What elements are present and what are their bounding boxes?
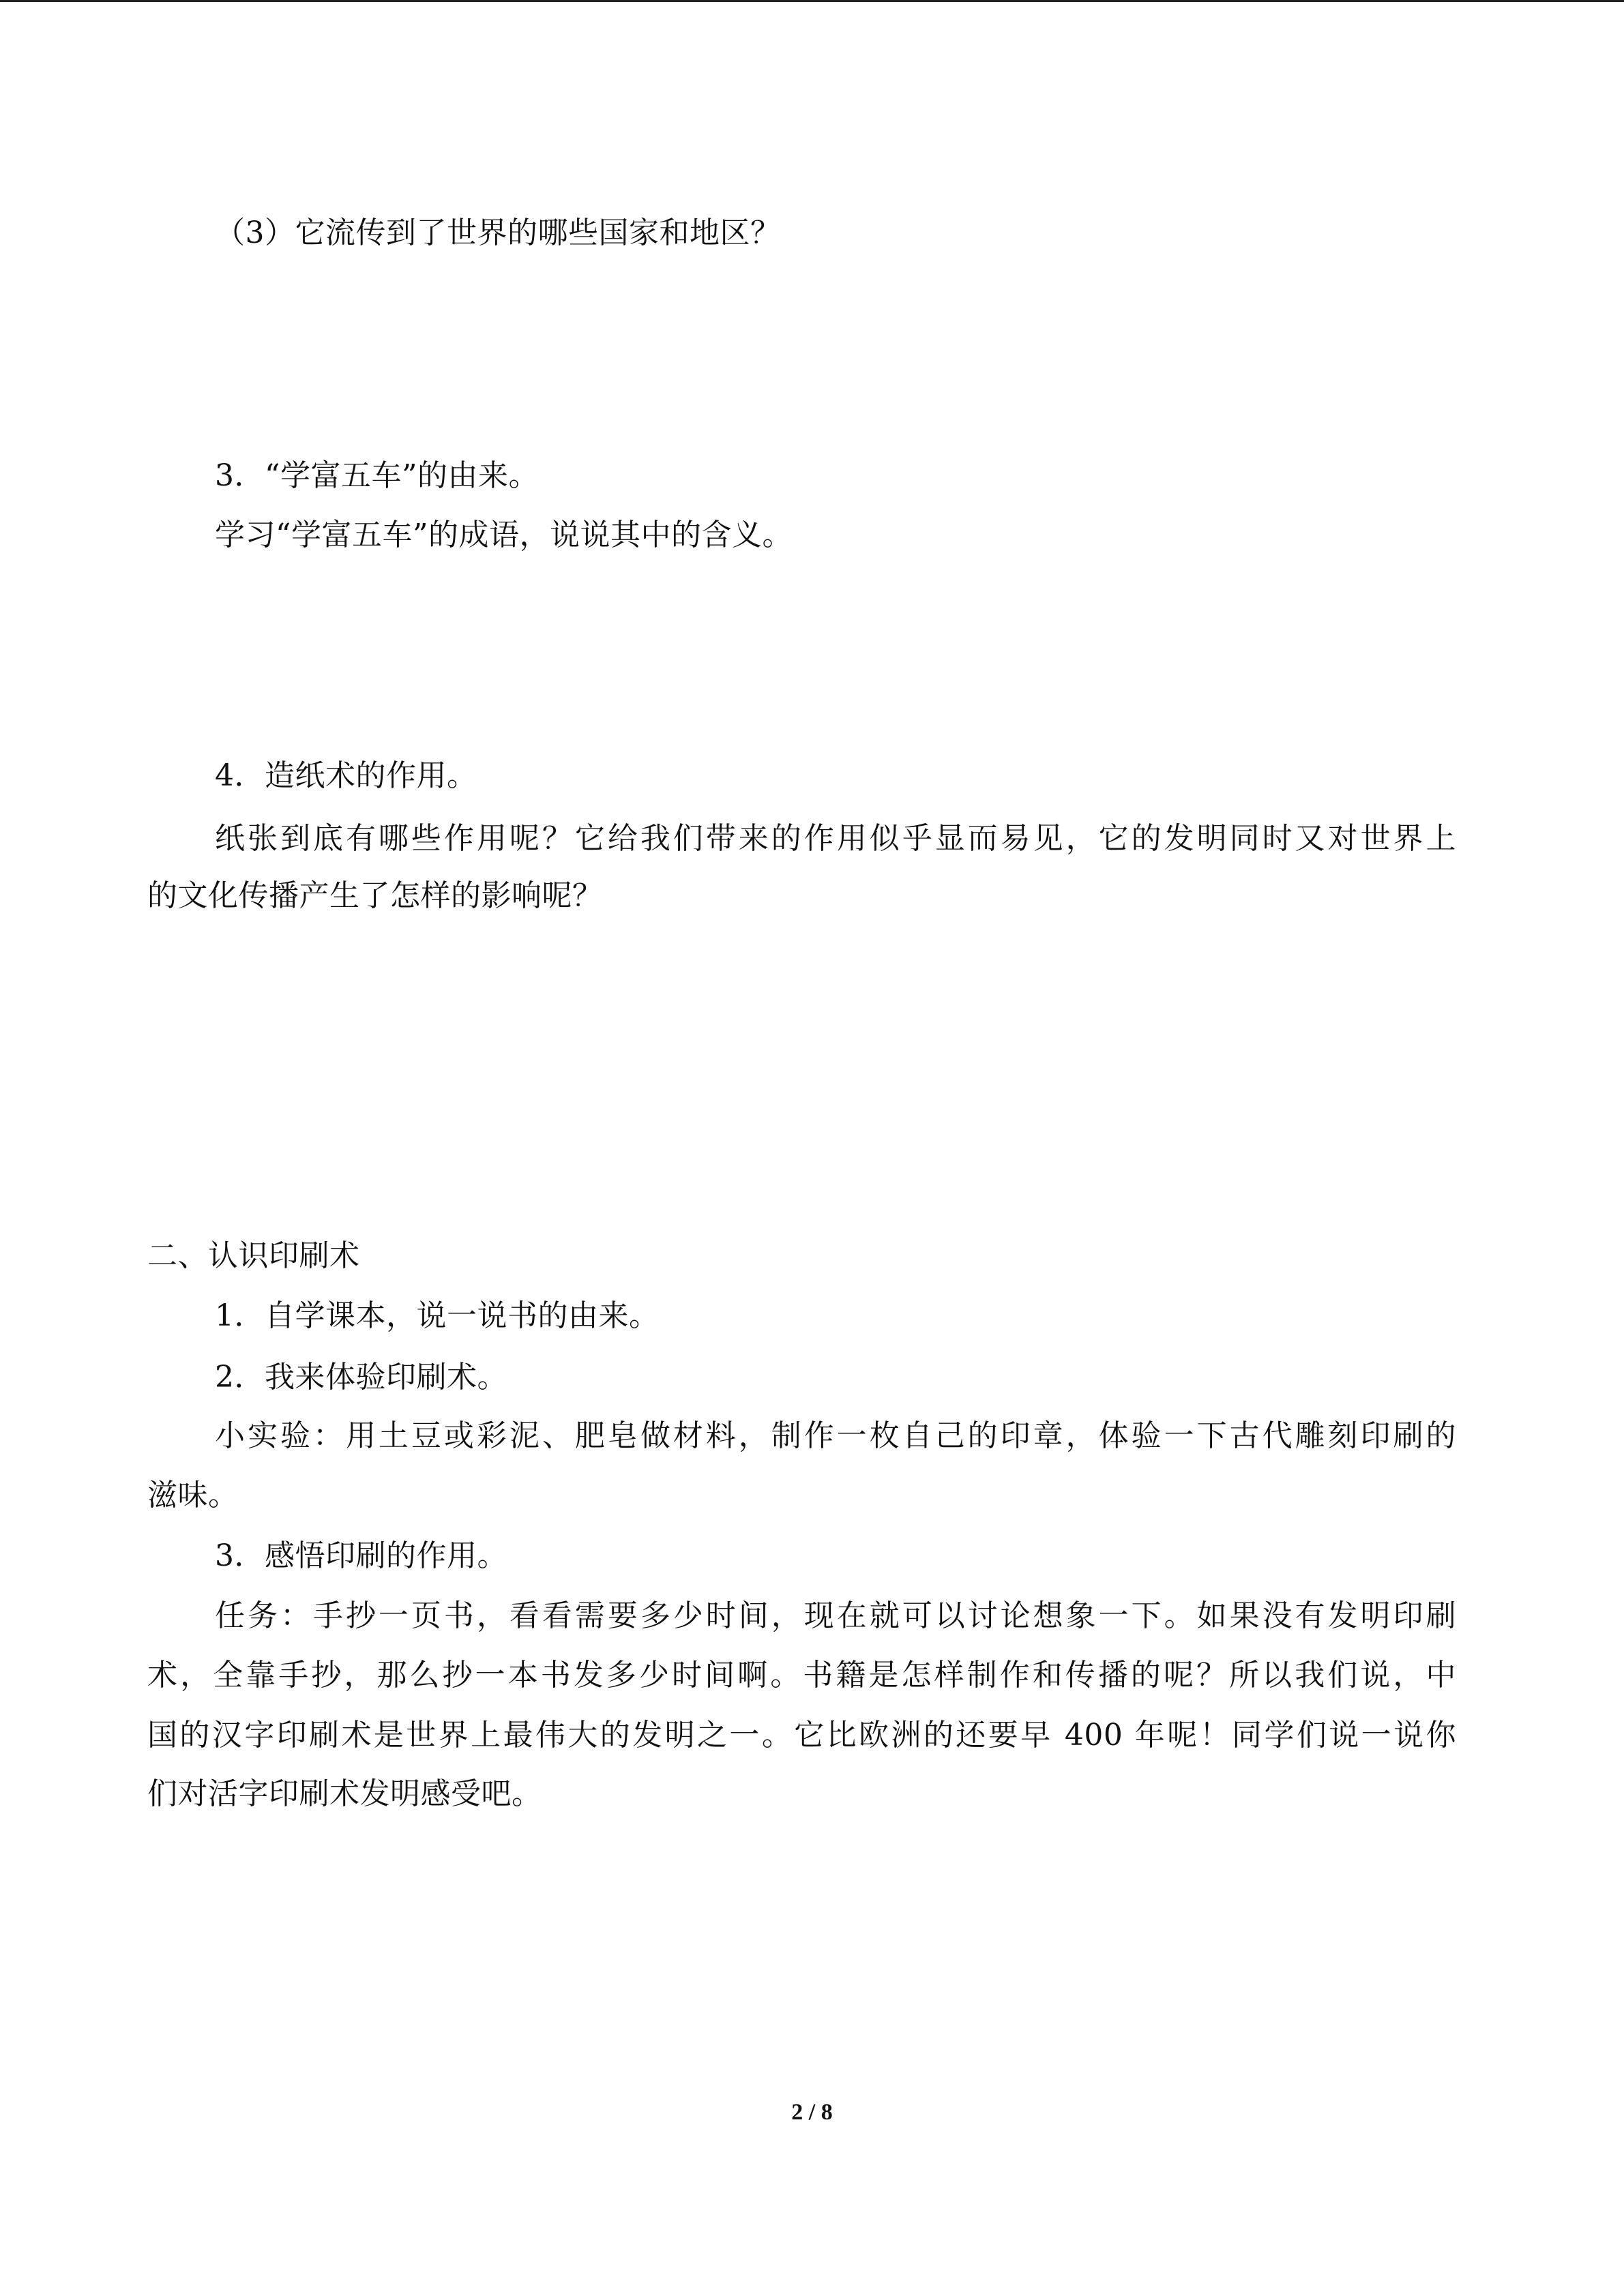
task-paragraph-line-3: 国的汉字印刷术是世界上最伟大的发明之一。它比欧洲的还要早 400 年呢！同学们说一说你 — [147, 1718, 1456, 1753]
item-4-paragraph-line-1: 纸张到底有哪些作用呢？它给我们带来的作用似乎显而易见，它的发明同时又对世界上 — [215, 821, 1456, 856]
task-paragraph-line-4: 们对活字印刷术发明感受吧。 — [147, 1776, 542, 1811]
section-2-item-1: 1．自学课本，说一说书的由来。 — [215, 1298, 660, 1333]
question-3-line: （3）它流传到了世界的哪些国家和地区？ — [215, 215, 781, 250]
page-top-border — [0, 0, 1624, 2]
section-2-heading: 二、认识印刷术 — [147, 1238, 360, 1273]
task-paragraph-line-1: 任务：手抄一页书，看看需要多少时间，现在就可以讨论想象一下。如果没有发明印刷 — [215, 1598, 1456, 1633]
item-3-heading: 3．“学富五车”的由来。 — [215, 458, 539, 493]
item-4-paragraph-line-2: 的文化传播产生了怎样的影响呢？ — [147, 878, 603, 913]
page-number: 2 / 8 — [791, 2100, 833, 2125]
experiment-paragraph-line-1: 小实验：用土豆或彩泥、肥皂做材料，制作一枚自己的印章，体验一下古代雕刻印刷的 — [215, 1418, 1456, 1453]
item-3-instruction: 学习“学富五车”的成语，说说其中的含义。 — [215, 518, 793, 552]
section-2-item-3: 3．感悟印刷的作用。 — [215, 1538, 507, 1573]
task-paragraph-line-2: 术，全靠手抄，那么抄一本书发多少时间啊。书籍是怎样制作和传播的呢？所以我们说，中 — [147, 1658, 1456, 1693]
experiment-paragraph-line-2: 滋味。 — [147, 1478, 239, 1512]
section-2-item-2: 2．我来体验印刷术。 — [215, 1360, 507, 1395]
item-4-heading: 4．造纸术的作用。 — [215, 758, 477, 793]
